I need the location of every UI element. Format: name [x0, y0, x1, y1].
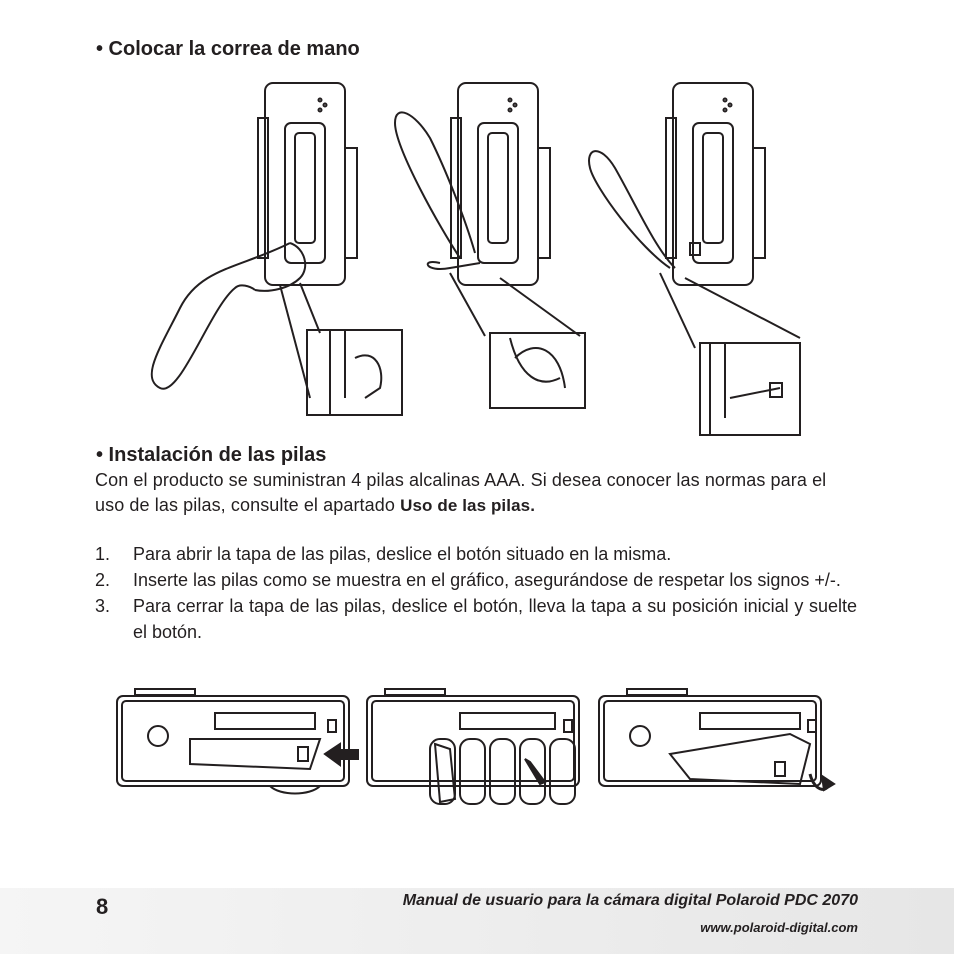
battery-usage-reference: Uso de las pilas. [400, 496, 536, 515]
list-item [95, 567, 857, 593]
step-number: 2. [95, 570, 111, 590]
strap-detail-inset-1 [307, 330, 402, 415]
camera-side-view-3 [666, 83, 765, 285]
camera-bottom-view-2 [367, 689, 579, 804]
battery-intro-text: Con el producto se suministran 4 pilas alcalinas AAA. Si desea conocer las normas para el uso de las pilas, consulte el apartado [95, 470, 827, 515]
step-text: Para abrir la tapa de las pilas, deslice el botón situado en la misma. [133, 544, 672, 564]
step-text: Para cerrar la tapa de las pilas, deslice el botón, lleva la tapa a su posición inicial y suelte el botón. [133, 596, 857, 642]
strap-attachment-illustration [140, 78, 810, 440]
footer-manual-title: Manual de usuario para la cámara digital Polaroid PDC 2070 [402, 892, 858, 909]
page-number: 8 [96, 894, 109, 919]
footer-website-link[interactable]: www.polaroid-digital.com [700, 920, 858, 935]
camera-side-view-2 [451, 83, 550, 285]
camera-side-view-1 [258, 83, 357, 285]
strap-detail-inset-2 [490, 333, 585, 408]
strap-detail-inset-3 [700, 343, 800, 435]
step-text: Inserte las pilas como se muestra en el gráfico, asegurándose de respetar los signos +/-. [133, 570, 841, 590]
list-item [95, 593, 857, 645]
step-number: 1. [95, 544, 111, 564]
step-number: 3. [95, 596, 111, 616]
strap-section-heading: • Colocar la correa de mano [96, 38, 360, 60]
list-item [95, 541, 857, 567]
battery-steps-list [95, 541, 857, 645]
camera-bottom-view-1 [117, 689, 349, 794]
camera-bottom-view-3 [599, 689, 834, 790]
battery-section-heading: • Instalación de las pilas [96, 444, 327, 466]
battery-intro-paragraph [95, 468, 857, 518]
battery-installation-illustration [110, 684, 840, 808]
